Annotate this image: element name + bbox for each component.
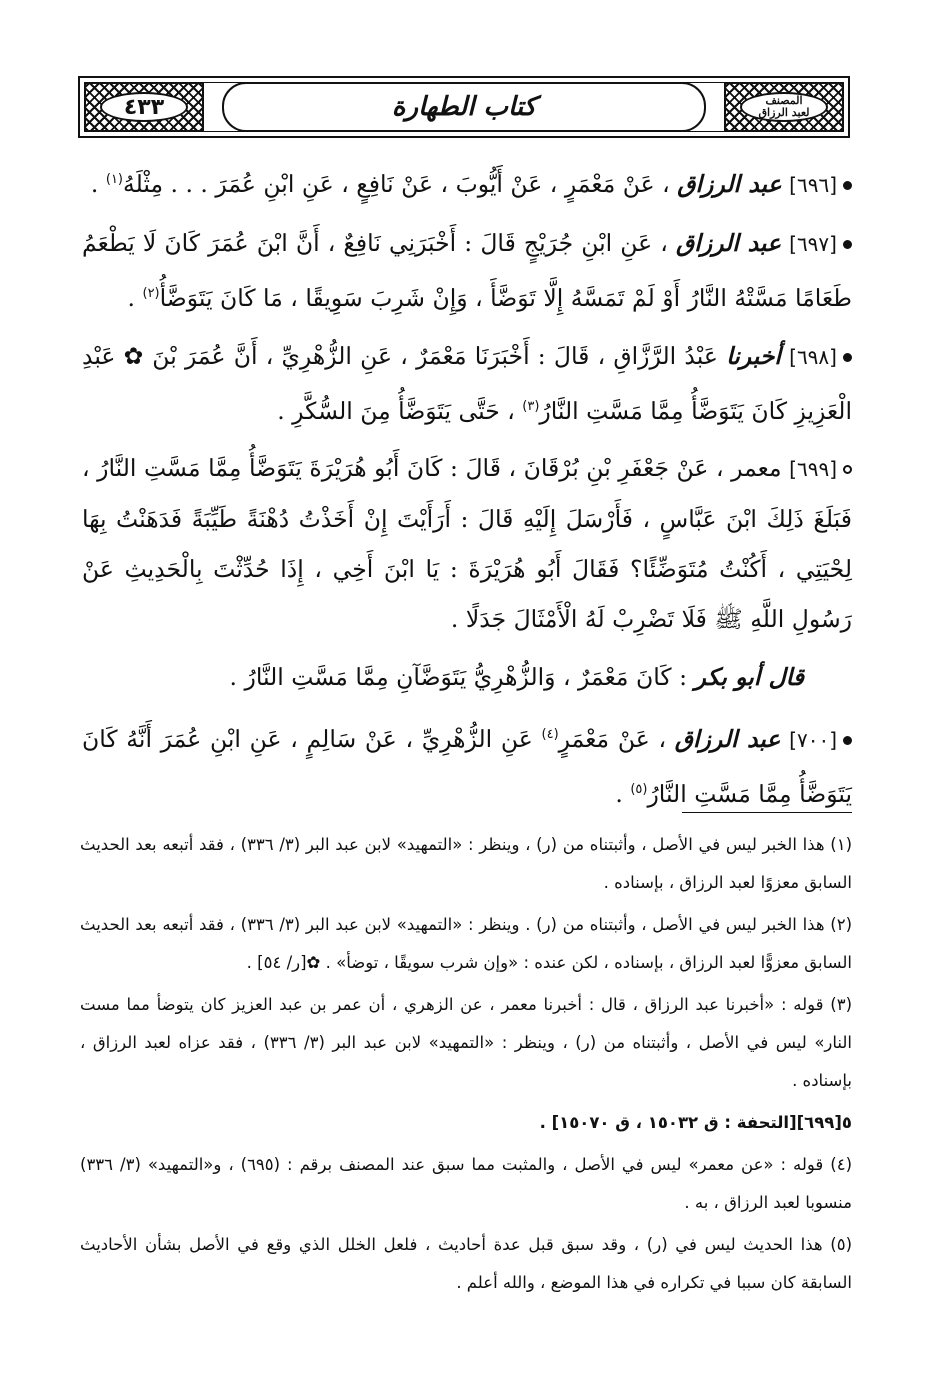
hadith-number: [٦٩٨] bbox=[789, 344, 837, 369]
hadith-text-cont: عَنِ الزُّهْرِيِّ ، عَنْ سَالِمٍ ، عَنِ ابْنِ عُمَرَ أَنَّهُ كَانَ يَتَوَضَّأُ مِمَّا مَسَّتِ النَّارُ bbox=[82, 725, 852, 809]
bullet-filled bbox=[843, 240, 852, 249]
hadith-entry bbox=[82, 331, 852, 436]
footnote-ref: (٣) bbox=[522, 398, 540, 414]
bullet-hollow bbox=[843, 465, 852, 474]
hadith-entry bbox=[82, 218, 852, 323]
footnote-ref: (٥) bbox=[630, 782, 648, 798]
hadith-number: [٧٠٠] bbox=[789, 728, 837, 753]
hadith-tail: ، حَتَّى يَتَوَضَّأُ مِنَ السُّكَّرِ . bbox=[277, 396, 523, 425]
footnote: (٢) هذا الخبر ليس في الأصل ، وأثبتناه من (ر) . وينظر : «التمهيد» لابن عبد البر (٣/ ٣٣٦) ، فقد أتبعه بعد الحديث السابق معزوًّا لعبد الرزاق ، بإسناده ، لكن عنده : «وإن شرب سويقًا ، توضأ» . ✿[ر/ ٥٤] . bbox=[80, 915, 852, 972]
chapter-title-frame bbox=[222, 82, 706, 132]
footnote-ref: (١) bbox=[105, 172, 123, 187]
hadith-entry bbox=[82, 443, 852, 644]
hadith-number: [٦٩٩] bbox=[789, 457, 837, 482]
hadith-text: معمر ، عَنْ جَعْفَرِ بْنِ بُرْقَانَ ، قَالَ : كَانَ أَبُو هُرَيْرَةَ يَتَوَضَّأُ مِمَّا مَسَّتِ النَّارُ ، فَبَلَغَ ذَلِكَ ابْنَ عَبَّاسٍ ، فَأَرْسَلَ إِلَيْهِ قَالَ : أَرَأَيْتَ إِنْ أَخَذْتُ دُهْنَةً طَيِّبَةً فَدَهَنْتُ بِهَا لِحْيَتِي ، أَكُنْتُ مُتَوَضِّئًا؟ فَقَالَ أَبُو هُرَيْرَةَ : يَا ابْنَ أَخِي ، إِذَا حُدِّثْتَ بِالْحَدِيثِ عَنْ رَسُولِ اللَّهِ ﷺ فَلَا تَضْرِبْ لَهُ الْأَمْثَالَ جَدَلًا . bbox=[82, 454, 852, 634]
footnote: (٣) قوله : «أخبرنا عبد الرزاق ، قال : أخبرنا معمر ، عن الزهري ، أن عمر بن عبد العزيز كان يتوضأ مما مست النار» ليس في الأصل ، وأثبتناه من (ر) ، وينظر : «التمهيد» لابن عبد البر (٣/ ٣٣٦) ، فقد عزاه لعبد الرزاق ، بإسناده . bbox=[80, 995, 853, 1090]
hadith-tail: . bbox=[90, 169, 106, 198]
hadith-number: [٦٩٦] bbox=[789, 172, 837, 197]
hadith-source: عبد الرزاق bbox=[677, 169, 782, 198]
takhrij-reference: ٥[٦٩٩][التحفة : ق ١٥٠٣٢ ، ق ١٥٠٧٠] . bbox=[539, 1113, 852, 1132]
footnote-ref: (٢) bbox=[142, 285, 160, 301]
page-number: ٤٣٣ bbox=[123, 94, 165, 120]
hadith-text: ، عَنِ ابْنِ جُرَيْجٍ قَالَ : أَخْبَرَنِي نَافِعٌ ، أَنَّ ابْنَ عُمَرَ كَانَ لَا يَطْعَمُ طَعَامًا مَسَّتْهُ النَّارُ أَوْ لَمْ تَمَسَّهُ إِلَّا تَوَضَّأَ ، وَإِنْ شَرِبَ سَوِيقًا ، مَا كَانَ يَتَوَضَّأُ bbox=[82, 228, 852, 312]
hadith-text: ، عَنْ مَعْمَرٍ bbox=[558, 725, 667, 754]
hadith-number: [٦٩٧] bbox=[789, 231, 837, 256]
book-brand-ornament bbox=[724, 82, 844, 132]
hadith-entry bbox=[82, 710, 852, 819]
book-brand-cartouche bbox=[740, 92, 828, 122]
hadith-source: أخبرنا bbox=[726, 341, 781, 370]
hadith-source: عبد الرزاق bbox=[675, 228, 782, 257]
hadith-tail: . bbox=[615, 780, 631, 809]
footnote-ref: (٤) bbox=[541, 727, 559, 743]
book-brand-line2: لعبد الرزاق bbox=[758, 106, 810, 119]
bullet-filled bbox=[843, 181, 852, 190]
hadith-text: عَبْدُ الرَّزَّاقِ ، قَالَ : أَخْبَرَنَا مَعْمَرٌ ، عَنِ الزُّهْرِيِّ ، أَنَّ عُمَرَ بْنَ ✿ عَبْدِ الْعَزِيزِ كَانَ يَتَوَضَّأُ مِمَّا مَسَّتِ النَّارُ bbox=[82, 341, 852, 425]
book-brand-line1: المصنف bbox=[765, 94, 803, 107]
hadith-body bbox=[82, 155, 852, 819]
footnote: (٤) قوله : «عن معمر» ليس في الأصل ، والمثبت مما سبق عند المصنف برقم : (٦٩٥) ، و«التمهيد» (٣/ ٣٣٦) منسوبا لعبد الرزاق ، به . bbox=[80, 1155, 853, 1212]
hadith-source: عبد الرزاق bbox=[674, 725, 781, 754]
commentary-text: : كَانَ مَعْمَرٌ ، وَالزُّهْرِيُّ يَتَوَضَّآنِ مِمَّا مَسَّتِ النَّارُ . bbox=[229, 663, 687, 692]
chapter-title: كتاب الطهارة bbox=[391, 92, 537, 122]
page-number-ornament bbox=[84, 82, 204, 132]
footnote: (١) هذا الخبر ليس في الأصل ، وأثبتناه من (ر) ، وينظر : «التمهيد» لابن عبد البر (٣/ ٣٣٦) ، فقد أتبعه بعد الحديث السابق معزوًا لعبد الرزاق ، بإسناده . bbox=[80, 835, 852, 892]
hadith-entry bbox=[82, 155, 852, 210]
bullet-filled bbox=[843, 736, 852, 745]
hadith-tail: . bbox=[127, 283, 143, 312]
commentary-source: قال أبو بكر bbox=[694, 663, 804, 692]
hadith-text: ، عَنْ مَعْمَرٍ ، عَنْ أَيُّوبَ ، عَنْ نَافِعٍ ، عَنِ ابْنِ عُمَرَ . . . مِثْلَهُ bbox=[123, 169, 670, 198]
footnote: (٥) هذا الحديث ليس في (ر) ، وقد سبق قبل عدة أحاديث ، فلعل الخلل الذي وقع في الأصل بشأن الأحاديث السابقة كان سببا في تكراره في هذا الموضع ، والله أعلم . bbox=[80, 1235, 852, 1292]
page-header bbox=[78, 76, 850, 138]
page-number-cartouche bbox=[100, 92, 188, 122]
commentary-line bbox=[82, 652, 852, 702]
book-brand bbox=[759, 95, 810, 119]
footnote-separator bbox=[682, 812, 852, 813]
bullet-filled bbox=[843, 353, 852, 362]
footnotes bbox=[80, 826, 852, 1302]
